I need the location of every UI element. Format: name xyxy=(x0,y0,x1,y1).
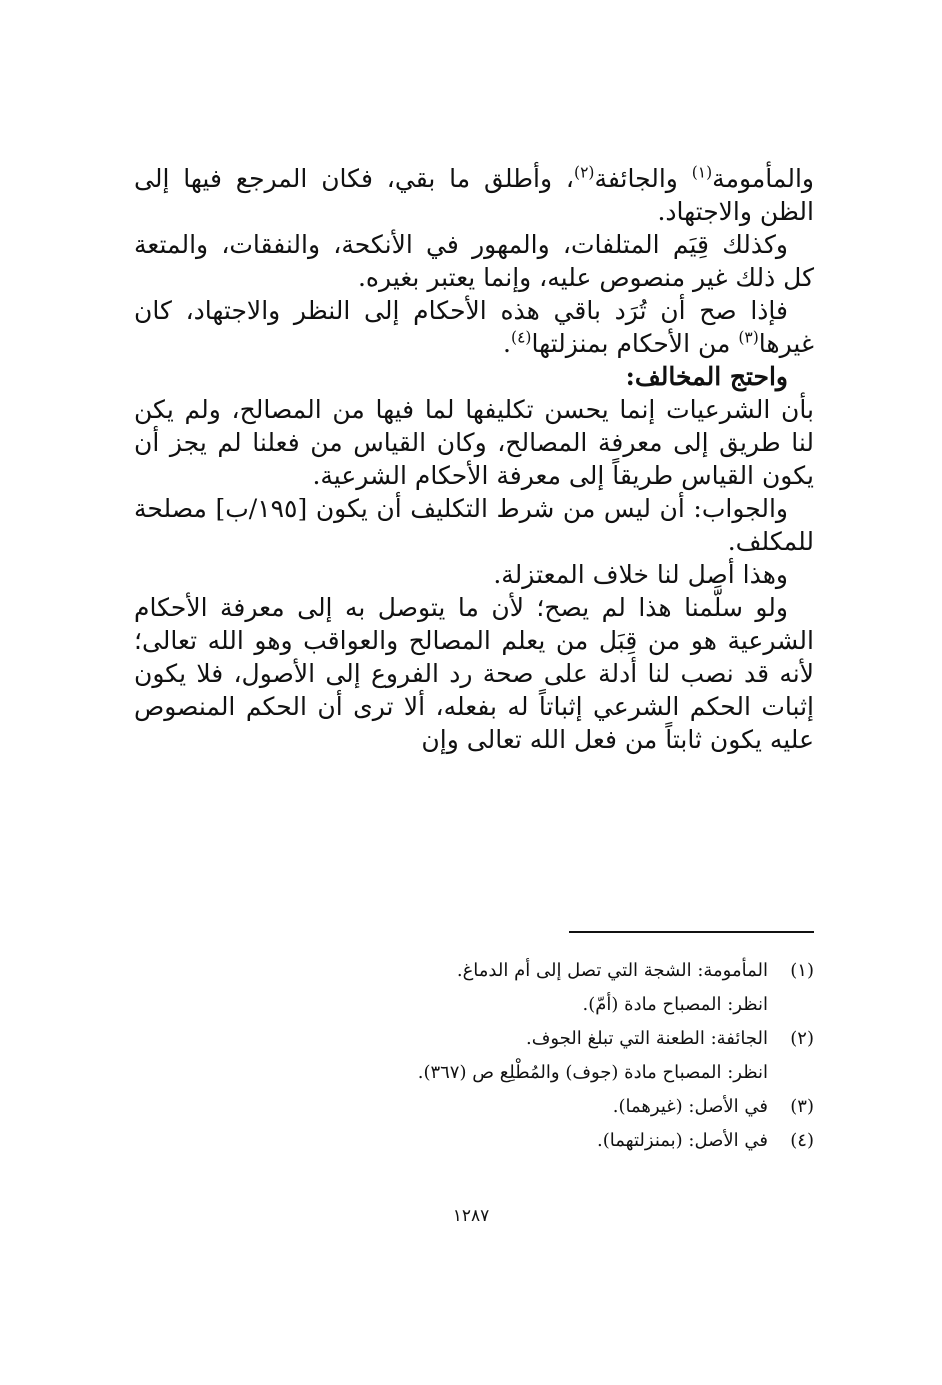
footnote-ref-3[interactable]: (٣) xyxy=(738,328,759,347)
paragraph-3 xyxy=(134,294,814,360)
paragraph-1-part-b: والجائفة xyxy=(594,164,692,193)
footnote-number: (١) xyxy=(790,960,814,981)
footnote-1-source xyxy=(134,988,814,1022)
footnote-number xyxy=(768,988,814,1022)
footnote-text: انظر: المصباح مادة (جوف) والمُطْلِع ص (٣٦٧). xyxy=(417,1062,768,1083)
footnote-text: المأمومة: الشجة التي تصل إلى أم الدماغ. xyxy=(456,960,768,981)
paragraph-5: والجواب: أن ليس من شرط التكليف أن يكون [١٩٥/ب] مصلحة للمكلف. xyxy=(134,494,814,556)
footnote-separator xyxy=(569,931,814,933)
footnote-3 xyxy=(134,1090,814,1124)
footnote-ref-2[interactable]: (٢) xyxy=(574,163,595,182)
footnote-text: انظر: المصباح مادة (أمّ). xyxy=(582,994,768,1015)
page-number: ١٢٨٧ xyxy=(452,1206,490,1226)
footnote-2-source xyxy=(134,1056,814,1090)
paragraph-1 xyxy=(134,162,814,228)
footnote-2 xyxy=(134,1022,814,1056)
footnote-text: الجائفة: الطعنة التي تبلغ الجوف. xyxy=(525,1028,768,1049)
paragraph-4: بأن الشرعيات إنما يحسن تكليفها لما فيها من المصالح، ولم يكن لنا طريق إلى معرفة المصالح، وكان القياس من فعلنا لم يجز أن يكون القياس طريقاً إلى معرفة الأحكام الشرعية. xyxy=(134,395,814,490)
paragraph-2: وكذلك قِيَم المتلفات، والمهور في الأنكحة، والنفقات، والمتعة كل ذلك غير منصوص عليه، وإنما يعتبر بغيره. xyxy=(134,230,814,292)
section-heading: واحتج المخالف: xyxy=(625,362,788,391)
paragraph-1-part-a: والمأمومة xyxy=(712,164,814,193)
footnote-number: (٣) xyxy=(790,1096,814,1117)
paragraph-3-part-a: فإذا صح أن تُرَد باقي هذه الأحكام إلى النظر والاجتهاد، كان غيرها xyxy=(134,296,814,358)
paragraph-6: وهذا أصل لنا خلاف المعتزلة. xyxy=(493,560,788,589)
footnote-number: (٤) xyxy=(790,1130,814,1151)
paragraph-7: ولو سلَّمنا هذا لم يصح؛ لأن ما يتوصل به إلى معرفة الأحكام الشرعية هو من قِبَل من يعلم المصالح والعواقب وهو الله تعالى؛ لأنه قد نصب لنا أدلة على صحة رد الفروع إلى الأصول، فلا يكون إثبات الحكم الشرعي إثباتاً له بفعله، ألا ترى أن الحكم المنصوص عليه يكون ثابتاً من فعل الله تعالى وإن xyxy=(134,593,814,754)
footnote-1 xyxy=(134,954,814,988)
main-text xyxy=(134,162,814,756)
paragraph-3-part-c: . xyxy=(503,329,511,358)
paragraph-3-part-b: من الأحكام بمنزلتها xyxy=(531,329,739,358)
footnote-text: في الأصل: (بمنزلتهما). xyxy=(597,1130,768,1151)
footnote-number xyxy=(768,1056,814,1090)
footnote-ref-1[interactable]: (١) xyxy=(691,163,713,182)
footnote-4 xyxy=(134,1124,814,1158)
footnote-text: في الأصل: (غيرهما). xyxy=(612,1096,768,1117)
footnote-number: (٢) xyxy=(790,1028,814,1049)
footnote-ref-4[interactable]: (٤) xyxy=(511,328,532,347)
footnotes xyxy=(134,954,814,1158)
paragraph-1-part-c: ، وأطلق ما بقي، فكان المرجع فيها إلى الظن والاجتهاد. xyxy=(134,164,814,226)
